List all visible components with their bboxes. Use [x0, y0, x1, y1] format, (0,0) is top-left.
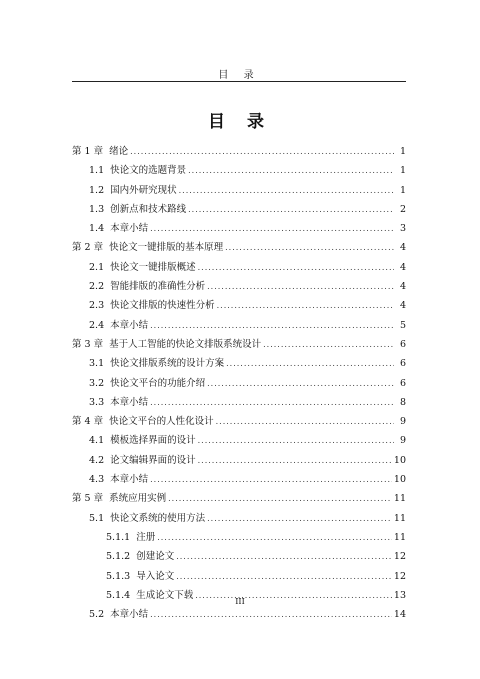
toc-entry-page: 12 — [393, 551, 406, 563]
toc-leader-dots — [150, 475, 392, 484]
toc-entry-title: 基于人工智能的快论文排版系统设计 — [109, 338, 262, 350]
toc-entry-number: 5.1.3 — [106, 570, 131, 582]
toc-entry-page: 8 — [399, 396, 406, 408]
toc-entry-page: 3 — [399, 223, 406, 235]
toc-leader-dots — [150, 224, 394, 233]
toc-entry-number: 1.4 — [89, 223, 105, 235]
toc-entry[interactable] — [72, 375, 406, 394]
toc-entry-page: 6 — [399, 358, 406, 370]
toc-entry-number: 第 5 章 — [72, 493, 104, 505]
toc-leader-dots — [150, 610, 392, 619]
toc-leader-dots — [198, 263, 394, 272]
toc-entry-title: 绪论 — [109, 146, 129, 157]
toc-entry-page: 4 — [399, 281, 406, 293]
toc-entry-title: 创新点和技术路线 — [110, 203, 187, 215]
toc-entry-number: 第 4 章 — [72, 416, 104, 428]
toc-entry-title: 本章小结 — [110, 223, 149, 235]
toc-entry-title: 创建论文 — [136, 551, 175, 563]
toc-entry-title: 导入论文 — [136, 570, 175, 582]
toc-entry-page: 9 — [399, 416, 406, 428]
toc-entry-title: 快论文的选题背景 — [110, 165, 187, 177]
toc-entry-page: 1 — [399, 165, 406, 177]
toc-entry-title: 本章小结 — [110, 396, 149, 408]
page-number: III — [235, 597, 245, 606]
toc-leader-dots — [207, 514, 392, 523]
toc-entry[interactable] — [72, 394, 406, 413]
toc-entry-title: 系统应用实例 — [109, 493, 167, 505]
toc-entry-title: 快论文一键排版概述 — [110, 261, 196, 273]
toc-entry-number: 1.2 — [89, 184, 105, 196]
page-title: 目 录 — [208, 112, 272, 132]
toc-entry[interactable] — [72, 317, 406, 336]
toc-leader-dots — [207, 282, 394, 291]
toc-leader-dots — [225, 243, 394, 252]
toc-entry-page: 14 — [393, 609, 406, 621]
toc-entry[interactable] — [72, 548, 406, 567]
toc-entry-number: 5.1.1 — [106, 531, 131, 543]
toc-entry-number: 5.1.4 — [106, 589, 131, 601]
toc-leader-dots — [168, 494, 392, 503]
toc-entry-page: 10 — [393, 454, 406, 466]
toc-leader-dots — [176, 552, 392, 561]
toc-entry-number: 2.2 — [89, 281, 105, 293]
toc-entry[interactable] — [72, 355, 406, 374]
running-header: 目 录 — [218, 70, 260, 81]
toc-entry[interactable] — [72, 568, 406, 587]
toc-entry-page: 12 — [393, 570, 406, 582]
toc-entry-page: 4 — [399, 242, 406, 254]
toc-entry[interactable] — [72, 278, 406, 297]
toc-entry-title: 快论文系统的使用方法 — [110, 512, 206, 524]
toc-leader-dots — [188, 166, 394, 175]
toc-leader-dots — [217, 301, 394, 310]
toc-entry-page: 11 — [393, 531, 406, 543]
toc-entry-number: 4.2 — [89, 454, 105, 466]
toc-entry-title: 快论文平台的人性化设计 — [109, 416, 214, 428]
toc-leader-dots — [176, 572, 392, 581]
toc-entry-title: 智能排版的准确性分析 — [110, 281, 206, 293]
toc-entry-title: 本章小结 — [110, 319, 149, 331]
header-rule — [72, 81, 406, 82]
toc-entry[interactable] — [72, 201, 406, 220]
toc-entry[interactable] — [72, 413, 406, 432]
toc-leader-dots — [226, 359, 394, 368]
toc-entry[interactable] — [72, 336, 406, 355]
toc-entry-page: 6 — [399, 377, 406, 389]
toc-entry-page: 13 — [393, 589, 406, 601]
toc-entry-page: 11 — [393, 493, 406, 505]
toc-entry-page: 4 — [399, 261, 406, 273]
toc-leader-dots — [188, 205, 394, 214]
toc-entry-title: 快论文排版系统的设计方案 — [110, 358, 225, 370]
toc-entry[interactable] — [72, 220, 406, 239]
toc-entry-number: 3.3 — [89, 396, 105, 408]
toc-entry-page: 1 — [399, 146, 406, 157]
toc-entry[interactable] — [72, 239, 406, 258]
toc-entry[interactable] — [72, 143, 406, 162]
toc-leader-dots — [207, 379, 394, 388]
toc-entry-page: 4 — [399, 300, 406, 312]
toc-entry-number: 第 2 章 — [72, 242, 104, 254]
toc-entry-number: 2.4 — [89, 319, 105, 331]
toc-entry-page: 9 — [399, 435, 406, 447]
toc-entry-page: 10 — [393, 474, 406, 486]
toc-entry-page: 5 — [399, 319, 406, 331]
toc-entry-title: 模板选择界面的设计 — [110, 435, 196, 447]
toc-entry-title: 快论文平台的功能介绍 — [110, 377, 206, 389]
toc-entry-title: 论文编辑界面的设计 — [110, 454, 196, 466]
toc-entry[interactable] — [72, 490, 406, 509]
toc-entry[interactable] — [72, 510, 406, 529]
toc-entry-title: 本章小结 — [110, 474, 149, 486]
toc-leader-dots — [179, 186, 394, 195]
toc-entry-title: 快论文一键排版的基本原理 — [109, 242, 224, 254]
toc-leader-dots — [157, 533, 392, 542]
toc-entry-title: 国内外研究现状 — [110, 184, 177, 196]
toc-leader-dots — [263, 340, 394, 349]
toc-entry[interactable] — [72, 297, 406, 316]
toc-entry-page: 2 — [399, 203, 406, 215]
toc-entry-page: 6 — [399, 338, 406, 350]
toc-entry-number: 4.1 — [89, 435, 105, 447]
toc-leader-dots — [150, 321, 394, 330]
toc-entry[interactable] — [72, 259, 406, 278]
toc-entry-title: 生成论文下载 — [136, 589, 194, 601]
toc-entry-number: 2.1 — [89, 261, 105, 273]
toc-entry[interactable] — [72, 471, 406, 490]
toc-leader-dots — [216, 417, 394, 426]
toc-entry[interactable] — [72, 452, 406, 471]
toc-entry-number: 1.1 — [89, 165, 105, 177]
toc-entry-number: 第 3 章 — [72, 338, 104, 350]
toc-entry-page: 1 — [399, 184, 406, 196]
toc-entry-title: 本章小结 — [110, 609, 149, 621]
toc-entry[interactable] — [72, 182, 406, 201]
toc-entry-title: 快论文排版的快速性分析 — [110, 300, 215, 312]
toc-entry-number: 3.2 — [89, 377, 105, 389]
table-of-contents — [72, 143, 406, 625]
toc-leader-dots — [150, 398, 394, 407]
toc-entry[interactable] — [72, 162, 406, 181]
toc-entry-page: 11 — [393, 512, 406, 524]
toc-entry-number: 第 1 章 — [72, 146, 104, 157]
toc-entry-number: 5.1 — [89, 512, 105, 524]
toc-entry-number: 5.2 — [89, 609, 105, 621]
toc-entry-number: 3.1 — [89, 358, 105, 370]
toc-entry-number: 1.3 — [89, 203, 105, 215]
toc-entry[interactable] — [72, 529, 406, 548]
toc-entry[interactable] — [72, 606, 406, 625]
toc-entry-number: 4.3 — [89, 474, 105, 486]
toc-leader-dots — [198, 436, 394, 445]
toc-leader-dots — [198, 456, 392, 465]
toc-entry-number: 2.3 — [89, 300, 105, 312]
toc-entry[interactable] — [72, 432, 406, 451]
toc-leader-dots — [130, 147, 394, 156]
toc-entry-title: 注册 — [136, 531, 156, 543]
toc-entry-number: 5.1.2 — [106, 551, 131, 563]
